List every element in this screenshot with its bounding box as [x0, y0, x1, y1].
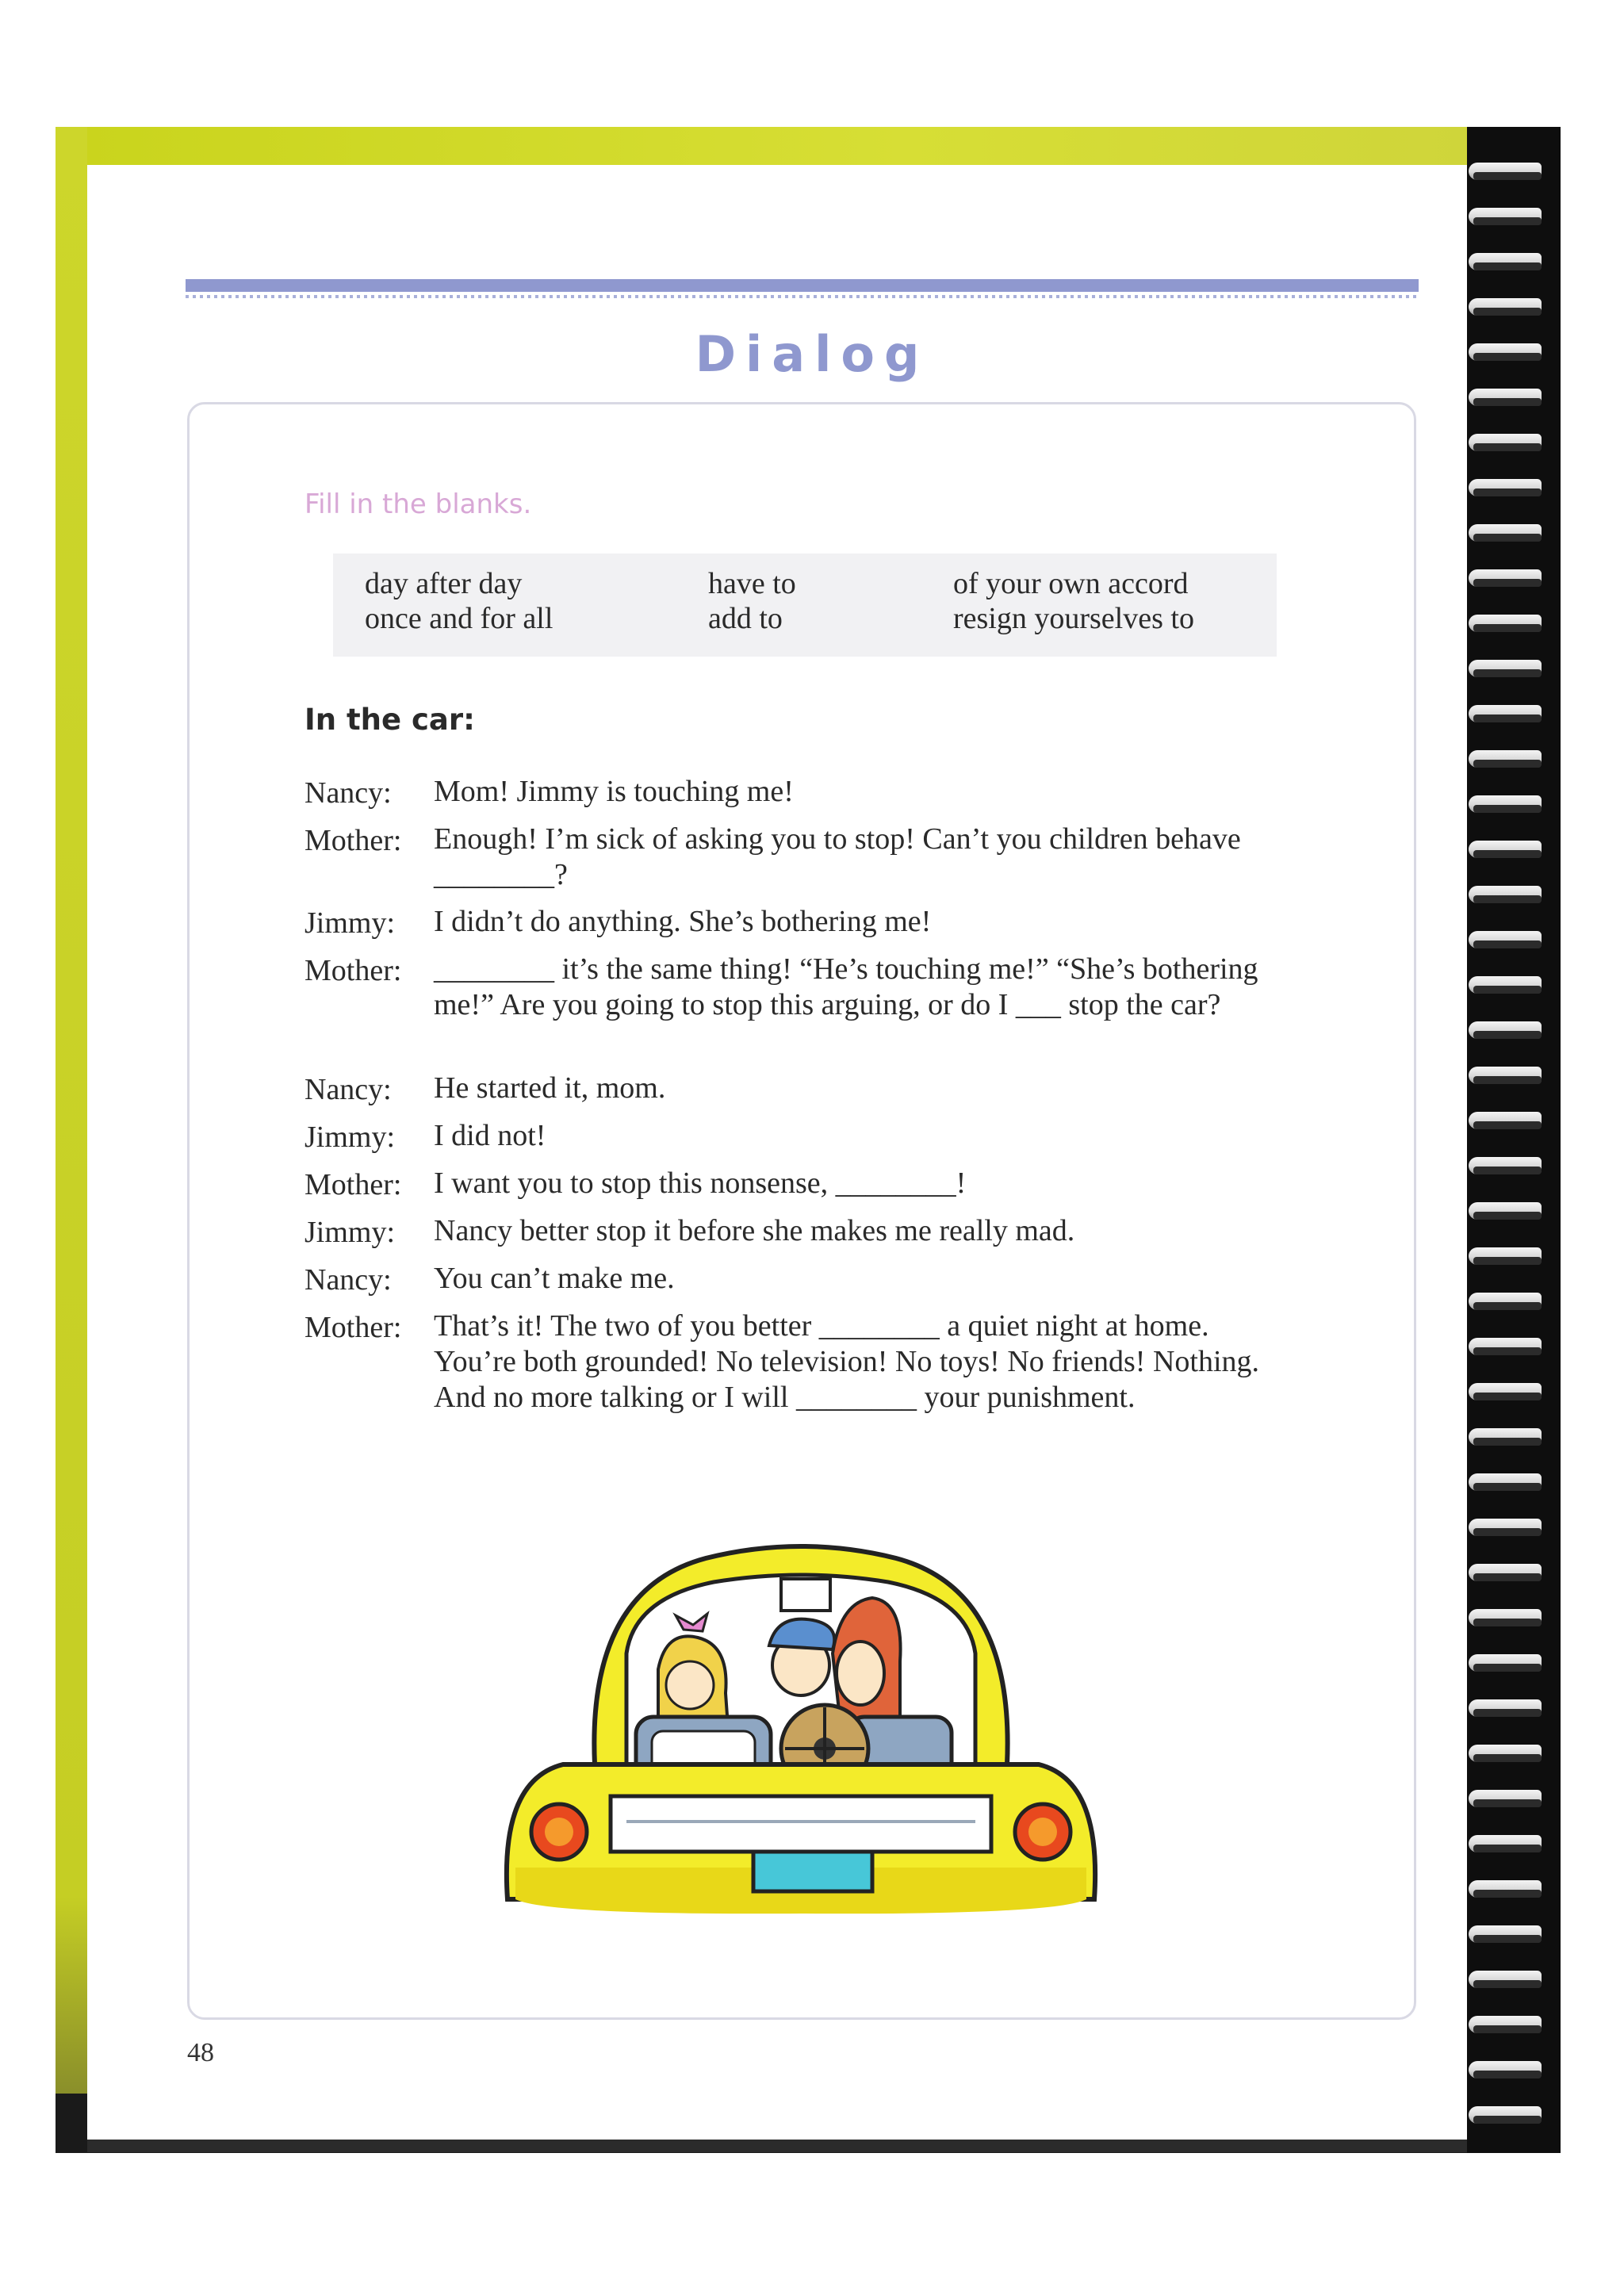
coil-shadow: [1473, 1935, 1542, 1943]
spiral-coil: [1469, 1473, 1548, 1497]
word-bank-item: add to: [708, 602, 783, 635]
coil-shadow: [1473, 1393, 1542, 1400]
spiral-coil: [1469, 1925, 1548, 1949]
coil-shadow: [1473, 895, 1542, 903]
spiral-coil: [1469, 1247, 1548, 1271]
trunk-lid: [611, 1796, 991, 1852]
dialog-speaker: Mother:: [304, 954, 402, 987]
dialog-speaker: Nancy:: [304, 1263, 392, 1297]
spiral-coil: [1469, 479, 1548, 503]
coil-shadow: [1473, 172, 1542, 180]
coil-shadow: [1473, 850, 1542, 858]
spiral-coil: [1469, 1654, 1548, 1678]
coil-shadow: [1473, 1799, 1542, 1807]
left-tail-light-inner: [545, 1818, 573, 1846]
dialog-speaker: Jimmy:: [304, 906, 396, 940]
dialog-line: I didn’t do anything. She’s bothering me!: [434, 905, 932, 938]
dialog-speaker: Jimmy:: [304, 1121, 396, 1154]
right-tail-light-inner: [1028, 1818, 1057, 1846]
word-bank-item: of your own accord: [953, 567, 1189, 600]
spiral-coil: [1469, 524, 1548, 548]
coil-shadow: [1473, 986, 1542, 994]
dialog-line: ________ it’s the same thing! “He’s touching me!” “She’s bothering me!” Are you going to stop this arguing, or do I ___ stop the car?: [434, 952, 1258, 1021]
coil-shadow: [1473, 1709, 1542, 1717]
coil-shadow: [1473, 1754, 1542, 1762]
spiral-coil: [1469, 1338, 1548, 1362]
word-bank-item: resign yourselves to: [953, 602, 1194, 635]
coil-shadow: [1473, 715, 1542, 722]
coil-shadow: [1473, 1167, 1542, 1174]
coil-shadow: [1473, 1980, 1542, 1988]
spiral-coil: [1469, 569, 1548, 593]
coil-shadow: [1473, 805, 1542, 813]
cover-top-edge: [56, 127, 1467, 165]
coil-shadow: [1473, 1347, 1542, 1355]
spiral-coil: [1469, 841, 1548, 864]
coil-shadow: [1473, 579, 1542, 587]
instruction-text: Fill in the blanks.: [304, 488, 532, 520]
coil-shadow: [1473, 1257, 1542, 1265]
dialog-line: I did not!: [434, 1119, 546, 1152]
spiral-coil: [1469, 1880, 1548, 1904]
section-heading: In the car:: [304, 703, 475, 737]
coil-shadow: [1473, 217, 1542, 225]
coil-shadow: [1473, 669, 1542, 677]
spiral-coil: [1469, 705, 1548, 729]
spiral-coil: [1469, 298, 1548, 322]
spiral-coil: [1469, 1564, 1548, 1588]
spiral-coil: [1469, 2016, 1548, 2040]
car-illustration: [500, 1527, 1102, 1923]
coil-shadow: [1473, 534, 1542, 542]
dialog-speaker: Mother:: [304, 1168, 402, 1201]
dialog-line: He started it, mom.: [434, 1071, 666, 1105]
spiral-coil: [1469, 208, 1548, 232]
coil-shadow: [1473, 2116, 1542, 2124]
title-rule: [186, 279, 1419, 292]
spiral-coil: [1469, 1790, 1548, 1814]
spiral-coil: [1469, 343, 1548, 367]
coil-shadow: [1473, 1212, 1542, 1220]
spiral-coil: [1469, 163, 1548, 186]
spiral-coil: [1469, 2061, 1548, 2085]
spiral-coil: [1469, 1519, 1548, 1542]
page-title: Dialog: [695, 325, 929, 383]
word-bank-item: once and for all: [365, 602, 553, 635]
coil-shadow: [1473, 760, 1542, 768]
dialog-line: You can’t make me.: [434, 1262, 675, 1295]
spiral-coil: [1469, 615, 1548, 638]
page-bottom-edge: [87, 2140, 1467, 2152]
spiral-coil: [1469, 1971, 1548, 1994]
dialog-line: I want you to stop this nonsense, ________!: [434, 1167, 967, 1200]
girl-face: [666, 1661, 714, 1709]
coil-shadow: [1473, 1121, 1542, 1129]
dialog-line: Mom! Jimmy is touching me!: [434, 775, 794, 808]
coil-shadow: [1473, 443, 1542, 451]
spiral-coil: [1469, 1609, 1548, 1633]
spiral-coil: [1469, 1112, 1548, 1136]
coil-shadow: [1473, 262, 1542, 270]
speech-sign: [781, 1579, 830, 1611]
spiral-coil: [1469, 1745, 1548, 1768]
dialog-line: Nancy better stop it before she makes me really mad.: [434, 1214, 1075, 1247]
spiral-coil: [1469, 886, 1548, 910]
word-bank-item: day after day: [365, 567, 523, 600]
coil-shadow: [1473, 1619, 1542, 1626]
coil-shadow: [1473, 941, 1542, 948]
spiral-coil: [1469, 1067, 1548, 1090]
dialog-speaker: Nancy:: [304, 776, 392, 810]
spiral-coil: [1469, 1293, 1548, 1316]
cover-left-edge: [56, 127, 87, 2094]
word-bank-item: have to: [708, 567, 796, 600]
dialog-line: That’s it! The two of you better ________ a quiet night at home. You’re both grounded! No television! No toys! No friends! Nothing. And no more talking or I will ________ your punishment.: [434, 1309, 1260, 1414]
coil-shadow: [1473, 624, 1542, 632]
spiral-coil: [1469, 1383, 1548, 1407]
coil-shadow: [1473, 488, 1542, 496]
coil-shadow: [1473, 2025, 1542, 2033]
spiral-coil: [1469, 750, 1548, 774]
dialog-line: Enough! I’m sick of asking you to stop! Can’t you children behave ________?: [434, 822, 1241, 891]
dialog-speaker: Mother:: [304, 1311, 402, 1344]
coil-shadow: [1473, 1483, 1542, 1491]
spiral-coil: [1469, 976, 1548, 1000]
spiral-coil: [1469, 1428, 1548, 1452]
spiral-coil: [1469, 1021, 1548, 1045]
coil-shadow: [1473, 1076, 1542, 1084]
spiral-coil: [1469, 434, 1548, 458]
coil-shadow: [1473, 1664, 1542, 1672]
title-rule-dots: [186, 295, 1419, 298]
spiral-coil: [1469, 795, 1548, 819]
spiral-coil: [1469, 1157, 1548, 1181]
dialog-speaker: Nancy:: [304, 1073, 392, 1106]
coil-shadow: [1473, 1438, 1542, 1446]
spiral-coil: [1469, 253, 1548, 277]
coil-shadow: [1473, 1031, 1542, 1039]
coil-shadow: [1473, 1302, 1542, 1310]
coil-shadow: [1473, 1890, 1542, 1898]
spiral-coil: [1469, 389, 1548, 412]
spiral-coil: [1469, 660, 1548, 684]
mother-face: [837, 1642, 884, 1705]
coil-shadow: [1473, 1573, 1542, 1581]
license-plate: [753, 1852, 872, 1891]
coil-shadow: [1473, 308, 1542, 316]
coil-shadow: [1473, 398, 1542, 406]
coil-shadow: [1473, 1528, 1542, 1536]
page-number: 48: [187, 2038, 214, 2067]
spiral-coil: [1469, 1835, 1548, 1859]
coil-shadow: [1473, 2071, 1542, 2078]
spiral-coil: [1469, 931, 1548, 955]
dialog-speaker: Jimmy:: [304, 1216, 396, 1249]
coil-shadow: [1473, 353, 1542, 361]
spiral-coil: [1469, 1699, 1548, 1723]
dialog-speaker: Mother:: [304, 824, 402, 857]
spiral-coil: [1469, 2106, 1548, 2130]
spiral-coil: [1469, 1202, 1548, 1226]
coil-shadow: [1473, 1845, 1542, 1852]
